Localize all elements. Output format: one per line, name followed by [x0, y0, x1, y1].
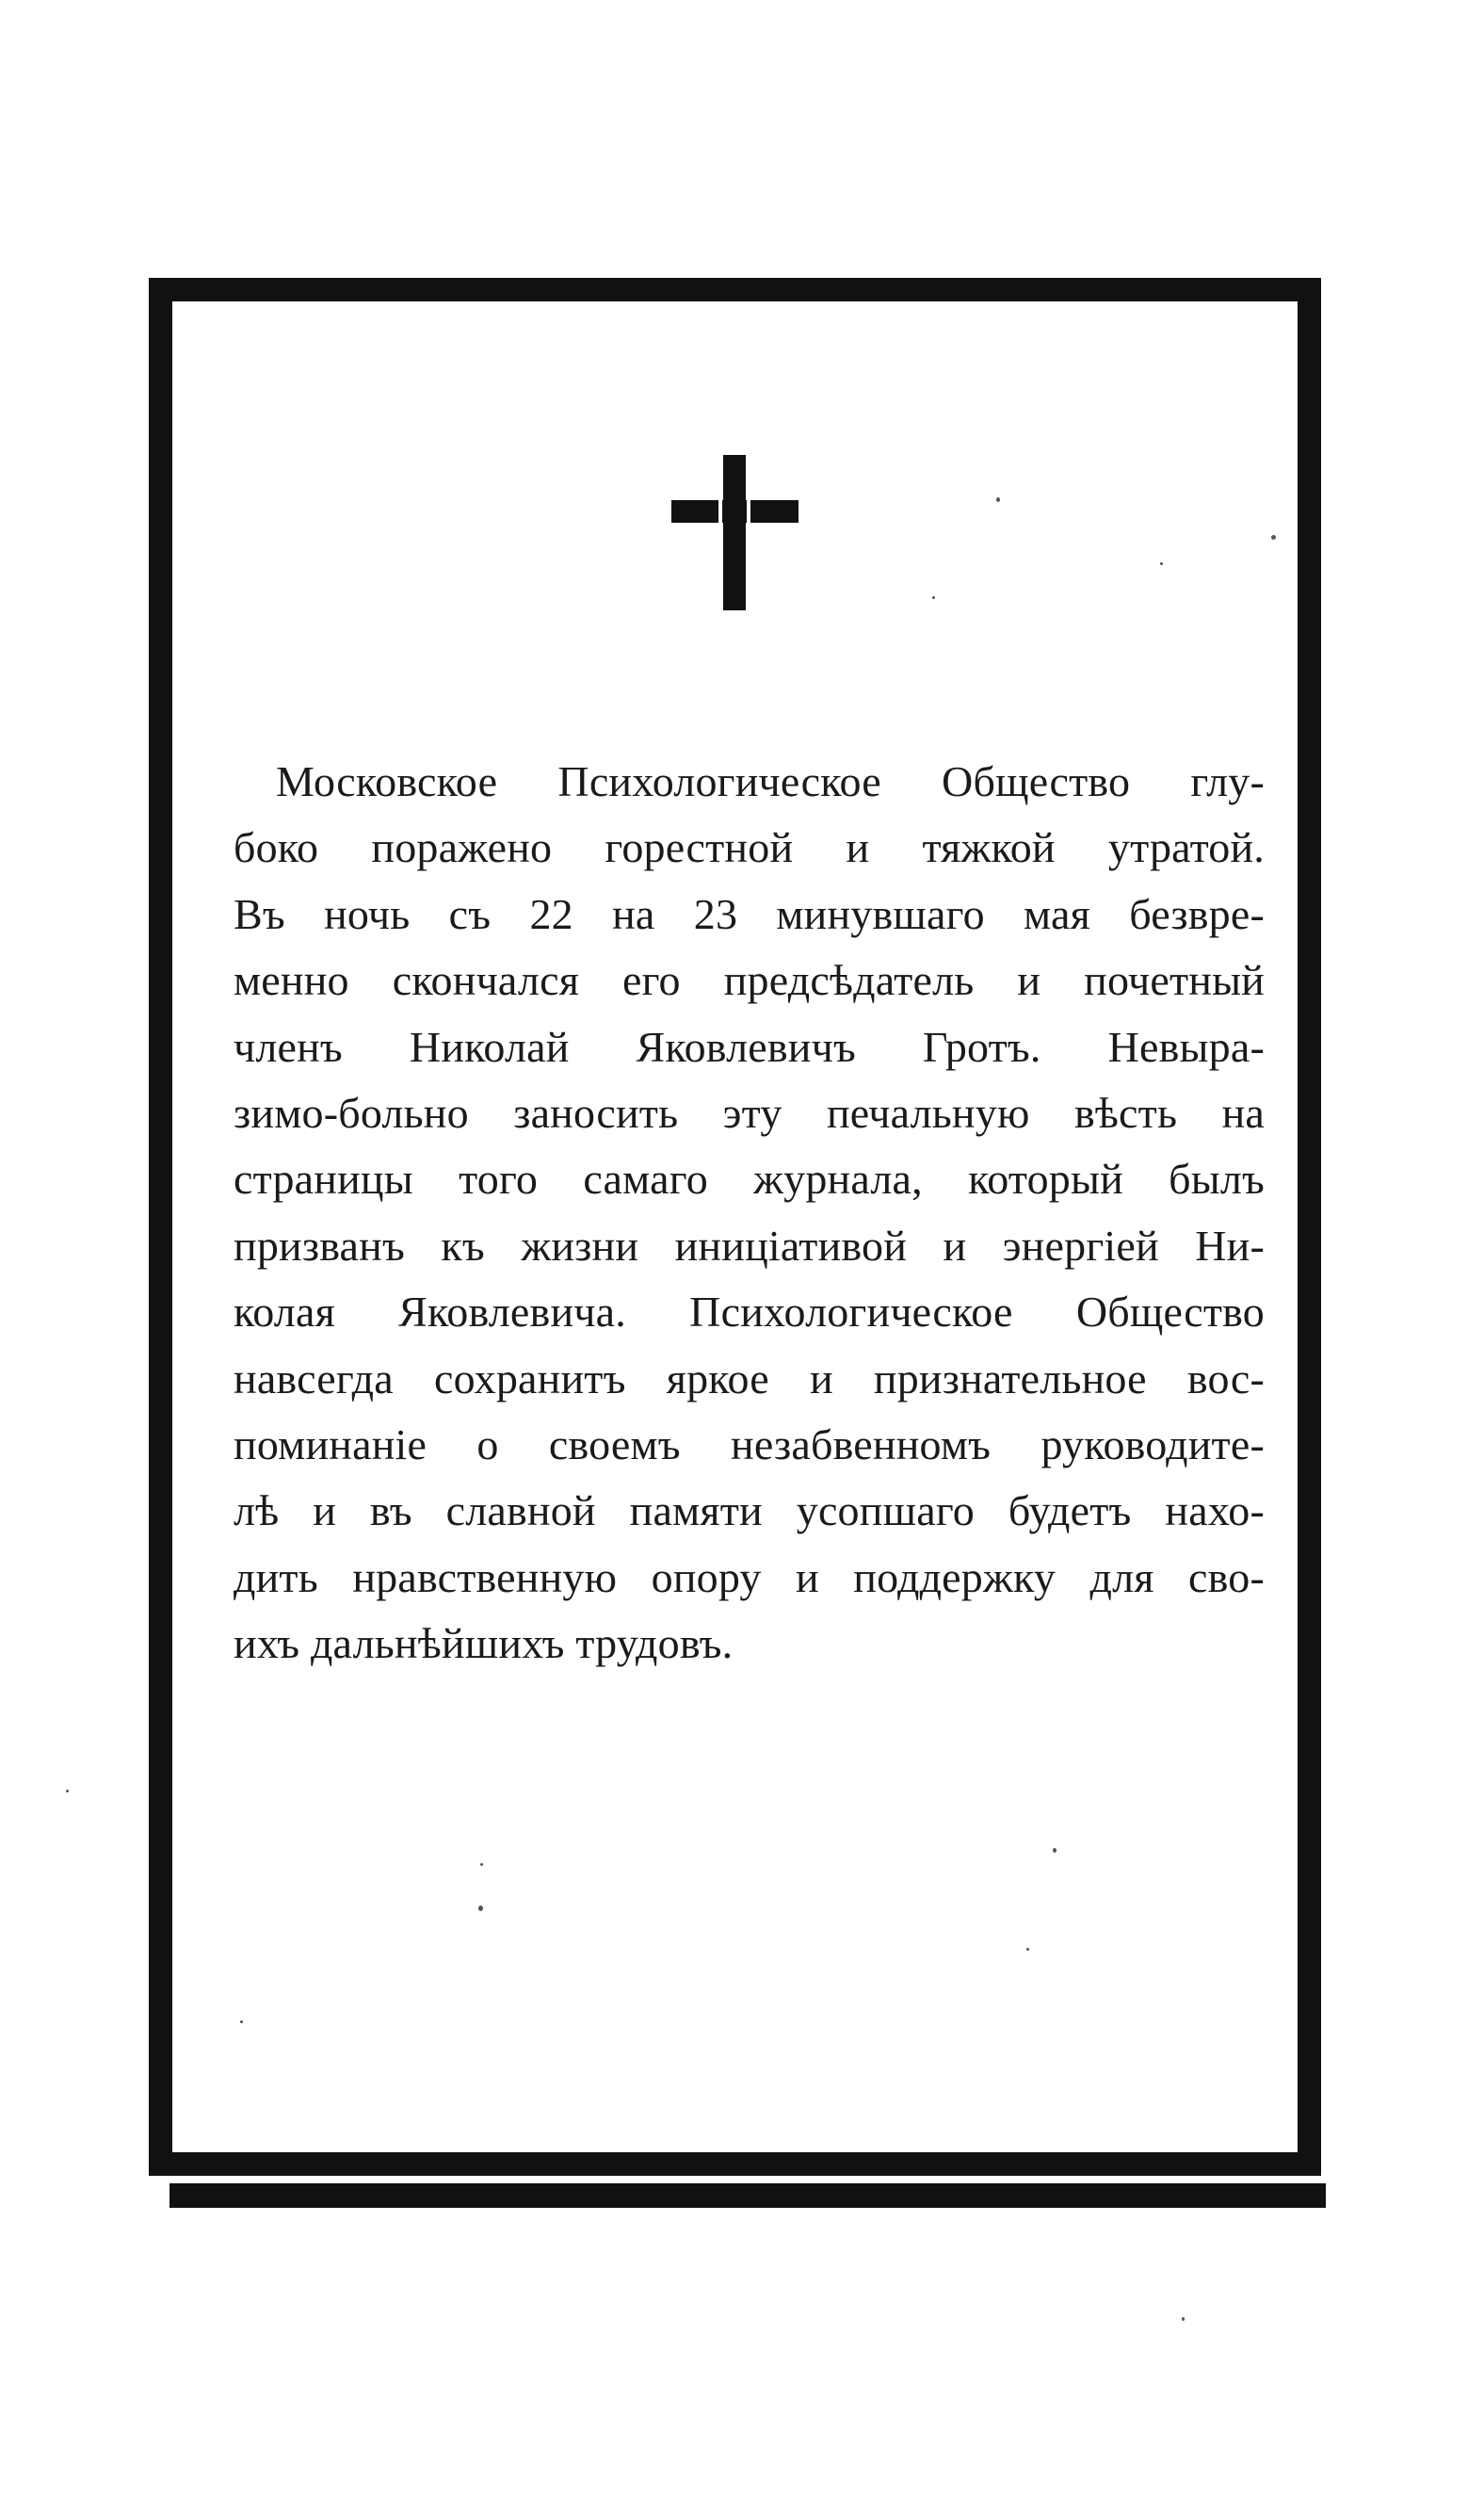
scan-speck — [480, 1863, 483, 1866]
scan-speck — [240, 2020, 243, 2023]
notice-line: менно скончался его предсѣдатель и почетный — [234, 956, 1265, 1005]
scan-speck — [478, 1905, 483, 1911]
notice-line: боко поражено горестной и тяжкой утратой. — [234, 823, 1265, 872]
notice-line: навсегда сохранитъ яркое и признательное вос- — [234, 1354, 1265, 1402]
notice-line: дить нравственную опору и поддержку для сво- — [234, 1552, 1265, 1601]
notice-line: поминаніе о своемъ незабвенномъ руководите- — [234, 1420, 1265, 1469]
scan-speck — [66, 1790, 69, 1792]
notice-line: лѣ и въ славной памяти усопшаго будетъ нахо- — [234, 1486, 1265, 1535]
notice-line: ихъ дальнѣйшихъ трудовъ. — [234, 1619, 734, 1668]
notice-line: Въ ночь съ 22 на 23 минувшаго мая безвре- — [234, 889, 1265, 938]
cross-icon — [671, 455, 798, 610]
notice-line: зимо-больно заносить эту печальную вѣсть на — [234, 1089, 1265, 1138]
scan-speck — [1271, 535, 1276, 540]
scan-speck — [1026, 1948, 1029, 1951]
scan-speck — [932, 596, 935, 599]
scan-speck — [1053, 1848, 1057, 1853]
memorial-notice — [234, 749, 1265, 1678]
notice-line: призванъ къ жизни иниціативой и энергіей Ни- — [234, 1221, 1265, 1270]
scan-speck — [1160, 562, 1163, 565]
frame-bottom-rule — [169, 2183, 1326, 2208]
scan-speck — [996, 497, 1000, 502]
scan-speck — [1182, 2317, 1185, 2321]
notice-line: членъ Николай Яковлевичъ Гротъ. Невыра- — [234, 1022, 1265, 1071]
notice-line: Московское Психологическое Общество глу- — [276, 757, 1265, 805]
notice-line: страницы того самаго журнала, который былъ — [234, 1155, 1265, 1204]
notice-line: колая Яковлевича. Психологическое Общество — [234, 1288, 1265, 1337]
